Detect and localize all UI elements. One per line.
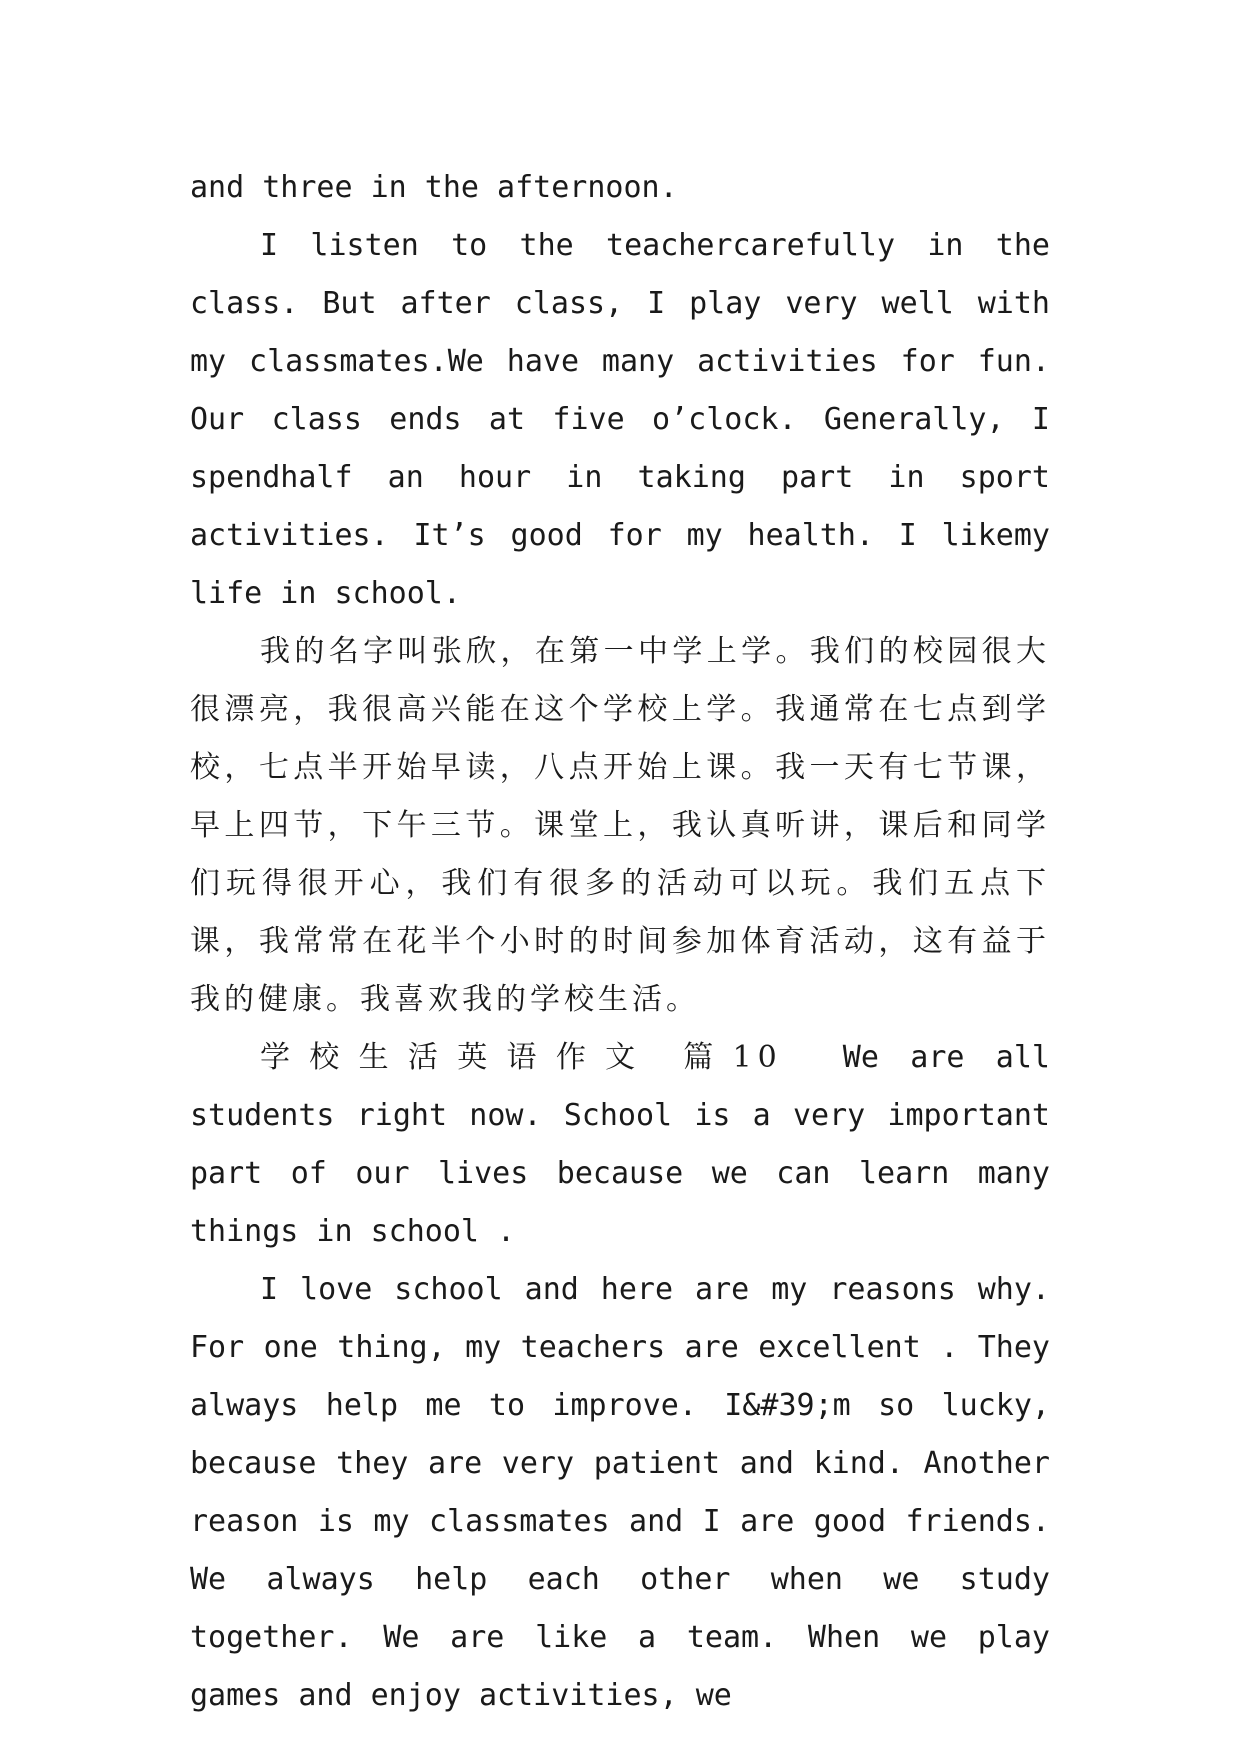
paragraph-reasons: I love school and here are my reasons why. For one thing, my teachers are excellent . They always help me to improve. I&#39;m so lucky, because they are very patient and kind. Another reason is my classmates and I are good friends. We always help each other when we study together. We are like a team. When we play games and enjoy activities, we bbox=[190, 1272, 1050, 1713]
paragraph-continuation: and three in the afternoon. bbox=[190, 170, 678, 205]
essay-intro-text: We are all students right now. School is a very important part of our lives because we can learn many things in school . bbox=[190, 1040, 1050, 1249]
essay-heading: 学校生活英语作文 篇10 bbox=[260, 1040, 783, 1075]
paragraph-chinese-translation: 我的名字叫张欣，在第一中学上学。我们的校园很大很漂亮，我很高兴能在这个学校上学。我通常在七点到学校，七点半开始早读，八点开始上课。我一天有七节课，早上四节，下午三节。课堂上，我认真听讲，课后和同学们玩得很开心，我们有很多的活动可以玩。我们五点下课，我常常在花半个小时的时间参加体育活动，这有益于我的健康。我喜欢我的学校生活。 bbox=[190, 634, 1050, 1017]
paragraph-essay-10-intro bbox=[190, 1029, 1050, 1261]
paragraph-english-school-life: I listen to the teachercarefully in the class. But after class, I play very well with my classmates.We have many activities for fun. Our class ends at five o’clock. Generally, I spendhalf an hour in taking part in sport activities. It’s good for my health. I likemy life in school. bbox=[190, 228, 1050, 611]
document-page bbox=[190, 159, 1050, 1725]
